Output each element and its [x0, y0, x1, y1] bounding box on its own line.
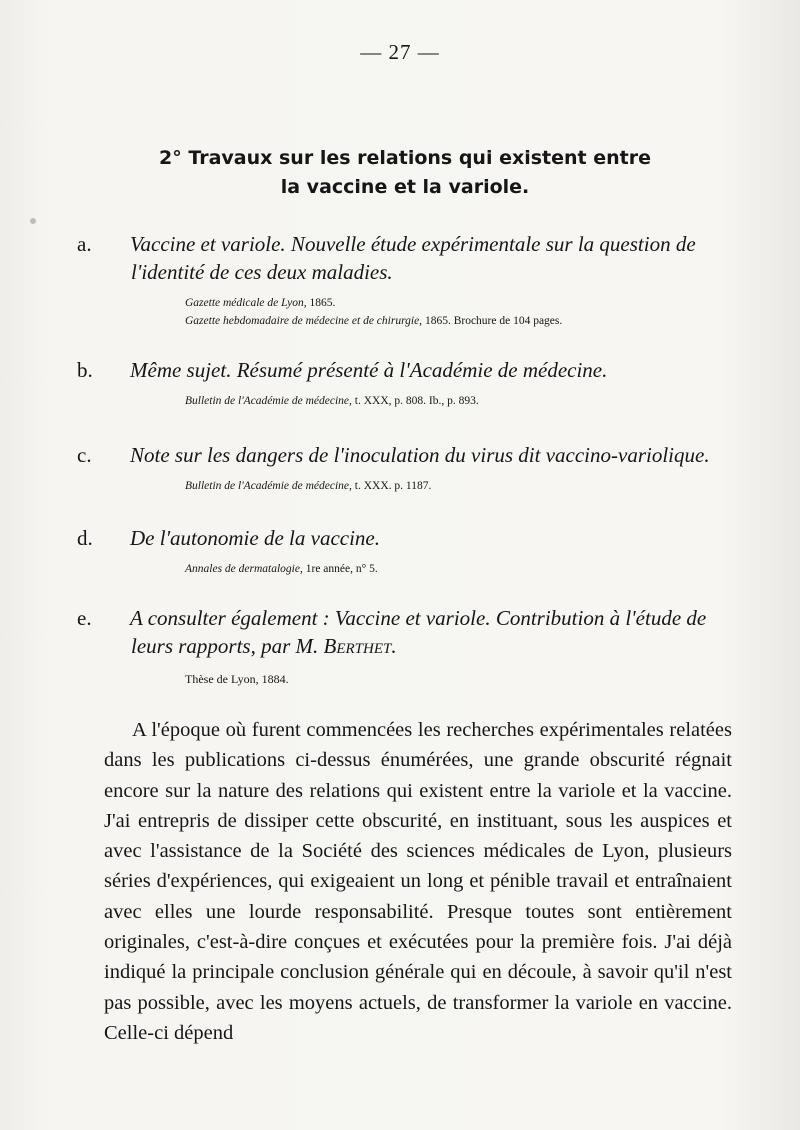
entry-c-title-text: Note sur les dangers de l'inoculation du virus dit vaccino-variolique.: [130, 443, 710, 467]
entry-a: [77, 230, 744, 330]
entry-b-title: [77, 356, 744, 384]
section-title: [150, 144, 660, 202]
entry-d-ref-1-detail: 1re année, n° 5.: [302, 563, 378, 575]
entry-b: [77, 356, 744, 410]
entry-d-ref-1-source: Annales de dermatalogie,: [185, 563, 303, 575]
entry-a-ref-2-detail: 1865. Brochure de 104 pages.: [422, 315, 563, 327]
entry-d-letter: d.: [77, 526, 93, 550]
entry-e-letter: e.: [77, 606, 92, 630]
entry-a-title-text: Vaccine et variole. Nouvelle étude expérimentale sur la question de l'identité de ces deux maladies.: [130, 232, 696, 284]
entry-b-title-text: Même sujet. Résumé présenté à l'Académie de médecine.: [130, 358, 608, 382]
entry-a-ref-1: [104, 294, 744, 312]
entry-c-title: [77, 441, 744, 469]
entry-d-title-text: De l'autonomie de la vaccine.: [130, 526, 380, 550]
entry-b-ref-1-detail: t. XXX, p. 808. Ib., p. 893.: [351, 395, 479, 407]
entry-e: [77, 604, 744, 687]
entry-c-letter: c.: [77, 443, 92, 467]
entry-d-ref-1: [104, 560, 744, 578]
entry-c-ref-1-detail: t. XXX. p. 1187.: [351, 480, 432, 492]
entry-c-ref-1-source: Bulletin de l'Académie de médecine,: [185, 480, 352, 492]
entry-c-ref-1: [104, 477, 744, 495]
entry-a-ref-2-source: Gazette hebdomadaire de médecine et de chirurgie,: [185, 315, 423, 327]
page-number: — 27 —: [360, 40, 440, 64]
entry-b-letter: b.: [77, 358, 93, 382]
section-title-line-2: la vaccine et la variole.: [280, 176, 530, 198]
entry-e-ref-1: Thèse de Lyon, 1884.: [185, 672, 289, 686]
scan-speck: [30, 218, 36, 224]
entry-d-title: [77, 524, 744, 552]
section-title-line-1: 2° Travaux sur les relations qui existent entre: [159, 147, 651, 169]
entry-a-title: [77, 230, 744, 286]
entry-b-ref-1: [104, 392, 744, 410]
entry-c: [77, 441, 744, 495]
entry-e-title: [77, 604, 744, 660]
entry-a-ref-2: [104, 312, 744, 330]
entry-a-ref-1-detail: 1865.: [306, 297, 336, 309]
body-paragraph: A l'époque où furent commencées les recherches expérimentales relatées dans les publications ci-dessus énumérées, une grande obscurité régnait encore sur la nature des relations qui existent entre la variole et la vaccine. J'ai entrepris de dissiper cette obscurité, en instituant, sous les auspices et avec l'assistance de la Société des sciences médicales de Lyon, plusieurs séries d'expériences, qui exigeaient un long et pénible travail et entraînaient avec elles une lourde responsabilité. Presque toutes sont entièrement originales, c'est-à-dire conçues et exécutées pour la première fois. J'ai déjà indiqué la principale conclusion générale qui en découle, à savoir qu'il n'est pas possible, avec les moyens actuels, de transformer la variole en vaccine. Celle-ci dépend: [104, 719, 732, 1044]
entry-a-ref-1-source: Gazette médicale de Lyon,: [185, 297, 307, 309]
entry-e-title-text: A consulter également : Vaccine et variole. Contribution à l'étude de leurs rapports, par M.: [130, 606, 707, 658]
entry-b-ref-1-source: Bulletin de l'Académie de médecine,: [185, 395, 352, 407]
entry-d: [77, 524, 744, 578]
entry-e-author: Berthet.: [323, 634, 397, 658]
entry-a-letter: a.: [77, 232, 92, 256]
